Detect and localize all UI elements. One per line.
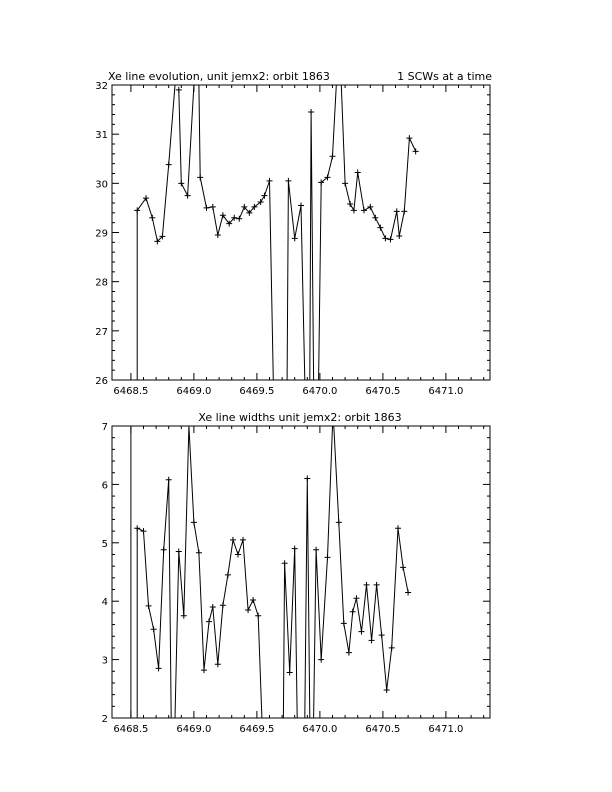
evolution-data-point — [406, 135, 412, 141]
evolution-data-point — [285, 178, 291, 184]
evolution-x-tick-label: 6470.5 — [365, 386, 401, 397]
widths-data-point — [282, 560, 288, 566]
widths-data-point — [215, 661, 221, 667]
widths-series-line — [334, 426, 408, 690]
widths-series-line — [305, 479, 310, 718]
widths-data-point — [196, 550, 202, 556]
evolution-x-tick-label: 6468.5 — [113, 386, 149, 397]
evolution-data-point — [387, 236, 393, 242]
widths-data-point — [225, 572, 231, 578]
evolution-data-point — [292, 235, 298, 241]
widths-data-point — [235, 551, 241, 557]
widths-data-point — [318, 657, 324, 663]
widths-data-point — [181, 613, 187, 619]
evolution-data-point — [267, 178, 273, 184]
evolution-panel — [95, 70, 492, 397]
widths-data-point — [324, 554, 330, 560]
evolution-data-point — [149, 215, 155, 221]
widths-data-point — [151, 626, 157, 632]
evolution-series-line — [137, 85, 175, 380]
evolution-data-point — [261, 193, 267, 199]
evolution-x-tick-label: 6469.0 — [176, 386, 212, 397]
evolution-y-tick-label: 32 — [95, 81, 108, 92]
evolution-y-tick-label: 31 — [95, 130, 108, 142]
widths-x-tick-label: 6470.0 — [302, 724, 338, 735]
widths-data-point — [379, 632, 385, 638]
widths-data-point — [161, 547, 167, 553]
evolution-y-tick-label: 26 — [95, 376, 108, 387]
evolution-data-point — [197, 174, 203, 180]
evolution-data-point — [401, 208, 407, 214]
evolution-data-point — [166, 162, 172, 168]
widths-data-point — [156, 665, 162, 671]
evolution-data-point — [236, 216, 242, 222]
evolution-data-point — [413, 148, 419, 154]
evolution-series-line — [341, 85, 415, 239]
evolution-data-point — [308, 109, 314, 115]
widths-data-point — [210, 604, 216, 610]
evolution-data-point — [215, 232, 221, 238]
widths-data-point — [201, 667, 207, 673]
widths-data-point — [191, 519, 197, 525]
widths-data-point — [384, 687, 390, 693]
evolution-data-point — [372, 215, 378, 221]
evolution-y-tick-label: 27 — [95, 326, 108, 338]
widths-data-point — [255, 613, 261, 619]
widths-y-tick-label: 4 — [101, 597, 108, 609]
widths-y-tick-label: 5 — [101, 538, 108, 550]
evolution-plot-frame — [112, 85, 490, 380]
widths-data-point — [245, 607, 251, 613]
widths-panel — [102, 411, 490, 735]
evolution-data-point — [330, 153, 336, 159]
widths-series-line — [283, 549, 297, 718]
widths-data-point — [350, 609, 356, 615]
evolution-data-point — [204, 205, 210, 211]
widths-data-point — [134, 525, 140, 531]
evolution-data-point — [377, 225, 383, 231]
evolution-data-point — [298, 202, 304, 208]
widths-data-point — [220, 602, 226, 608]
evolution-y-tick-label: 30 — [95, 179, 108, 191]
widths-x-tick-label: 6468.5 — [113, 724, 149, 735]
widths-data-point — [364, 582, 370, 588]
widths-data-point — [240, 537, 246, 543]
widths-data-point — [336, 519, 342, 525]
widths-data-point — [230, 537, 236, 543]
widths-data-point — [206, 619, 212, 625]
widths-data-point — [304, 476, 310, 482]
widths-data-point — [369, 637, 375, 643]
widths-data-point — [146, 603, 152, 609]
evolution-data-point — [342, 180, 348, 186]
widths-data-point — [250, 597, 256, 603]
evolution-data-point — [355, 170, 361, 176]
widths-x-tick-label: 6469.0 — [176, 724, 212, 735]
evolution-data-point — [178, 180, 184, 186]
evolution-data-point — [394, 208, 400, 214]
widths-data-point — [292, 546, 298, 552]
evolution-data-point — [347, 201, 353, 207]
widths-x-tick-label: 6471.0 — [428, 724, 464, 735]
widths-data-point — [358, 629, 364, 635]
widths-data-point — [374, 582, 380, 588]
evolution-data-point — [396, 233, 402, 239]
evolution-data-point — [367, 204, 373, 210]
widths-plot-frame — [112, 426, 490, 718]
evolution-series-line — [179, 85, 194, 196]
widths-x-tick-label: 6470.5 — [365, 724, 401, 735]
widths-series-line — [314, 426, 333, 718]
widths-data-point — [389, 645, 395, 651]
widths-data-point — [405, 589, 411, 595]
evolution-x-tick-label: 6470.0 — [302, 386, 338, 397]
evolution-series-line — [287, 181, 305, 380]
widths-x-tick-label: 6469.5 — [239, 724, 275, 735]
evolution-series-line — [199, 85, 273, 380]
widths-data-point — [287, 669, 293, 675]
evolution-series-line — [319, 85, 337, 380]
widths-data-point — [346, 650, 352, 656]
evolution-data-point — [361, 207, 367, 213]
widths-series-line — [137, 480, 171, 718]
evolution-data-point — [185, 193, 191, 199]
widths-data-point — [400, 564, 406, 570]
widths-y-tick-label: 6 — [101, 480, 108, 492]
widths-chart-title: Xe line widths unit jemx2: orbit 1863 — [198, 411, 402, 424]
widths-data-point — [166, 477, 172, 483]
evolution-data-point — [351, 207, 357, 213]
widths-y-tick-label: 3 — [101, 655, 108, 667]
widths-y-tick-label: 2 — [101, 714, 108, 725]
evolution-data-point — [382, 235, 388, 241]
widths-data-point — [395, 525, 401, 531]
widths-data-point — [341, 620, 347, 626]
widths-y-tick-label: 7 — [101, 422, 108, 433]
evolution-x-tick-label: 6469.5 — [239, 386, 275, 397]
evolution-y-tick-label: 28 — [95, 277, 108, 289]
widths-data-point — [176, 549, 182, 555]
widths-data-point — [313, 547, 319, 553]
evolution-chart-title: Xe line evolution, unit jemx2: orbit 1863 — [108, 70, 330, 83]
widths-series-line — [175, 426, 262, 718]
evolution-chart-subtitle: 1 SCWs at a time — [397, 70, 492, 83]
widths-data-point — [353, 595, 359, 601]
widths-data-point — [141, 528, 147, 534]
evolution-y-tick-label: 29 — [95, 228, 108, 240]
evolution-series-line — [310, 112, 314, 380]
evolution-x-tick-label: 6471.0 — [428, 386, 464, 397]
evolution-data-point — [210, 204, 216, 210]
